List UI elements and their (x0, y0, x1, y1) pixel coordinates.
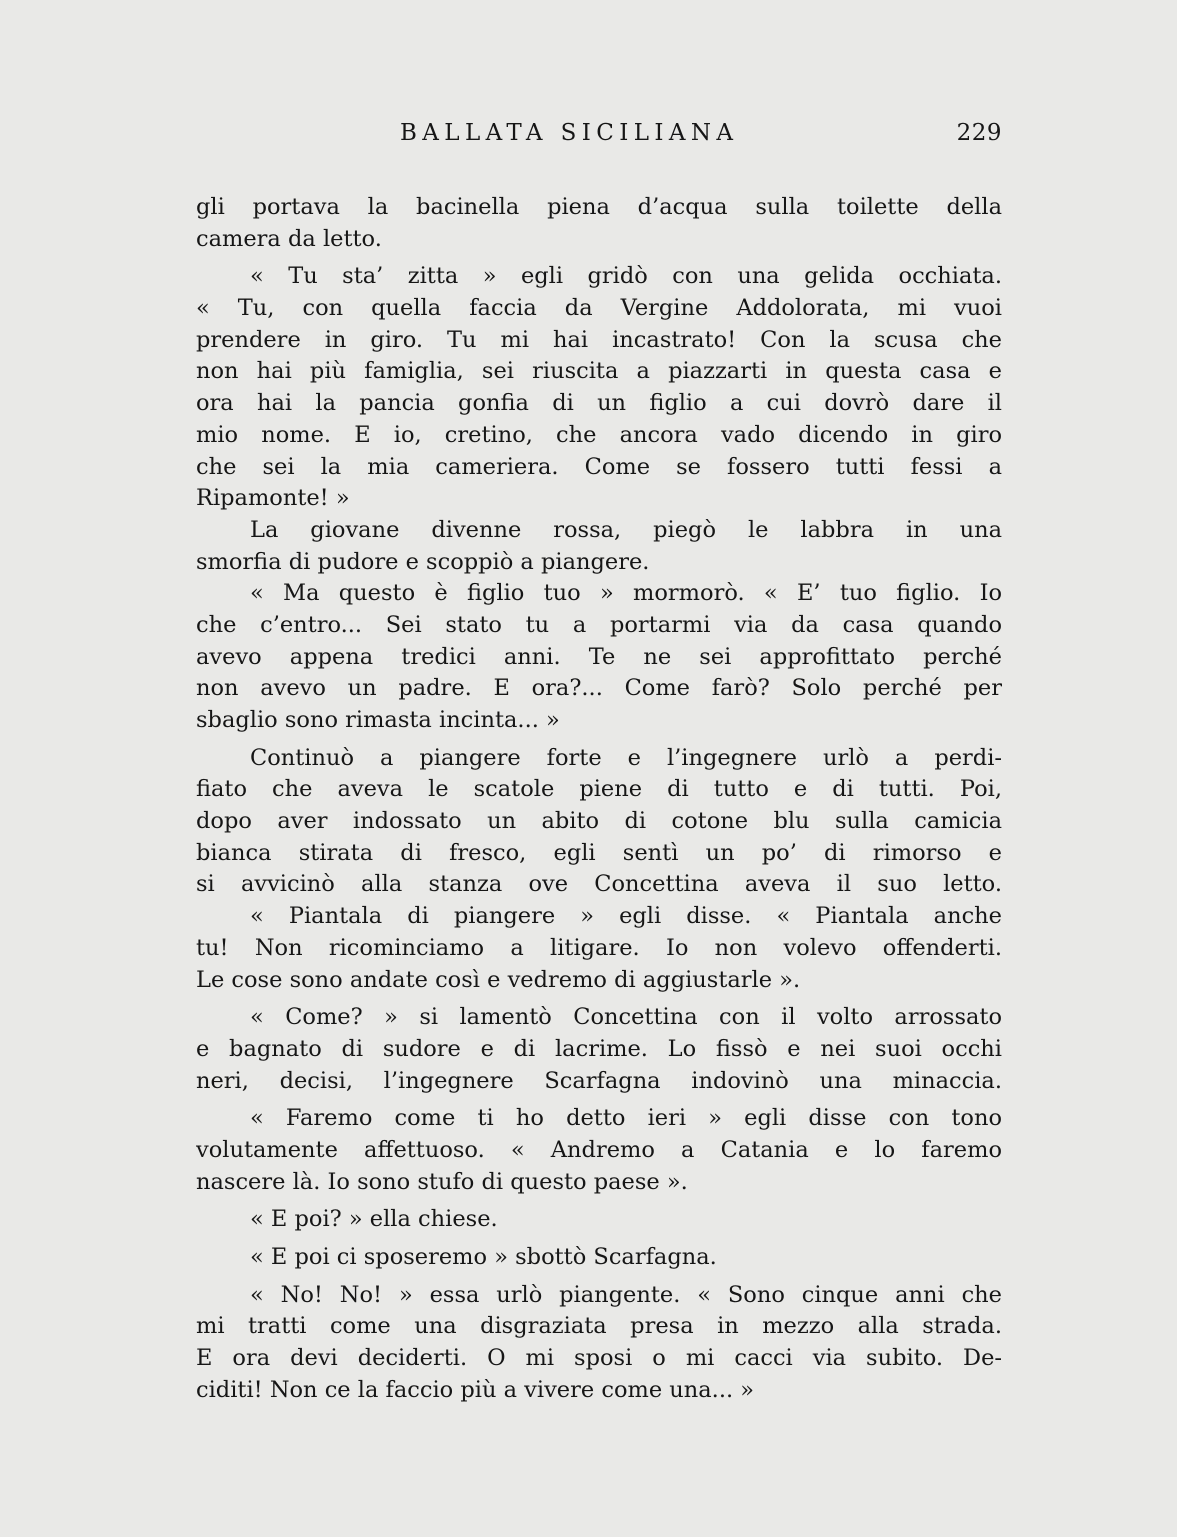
page-number: 229 (956, 120, 1002, 146)
text-line: non avevo un padre. E ora?... Come farò? Solo perché per (196, 675, 1002, 702)
text-line: fiato che aveva le scatole piene di tutto e di tutti. Poi, (196, 776, 1002, 803)
text-line: « Piantala di piangere » egli disse. « Piantala anche (250, 903, 1002, 930)
text-line: neri, decisi, l’ingegnere Scarfagna indovinò una minaccia. (196, 1067, 1002, 1094)
text-line: bianca stirata di fresco, egli sentì un po’ di rimorso e (196, 839, 1002, 866)
text-line: « E poi ci sposeremo » sbottò Scarfagna. (250, 1244, 717, 1270)
text-line: volutamente affettuoso. « Andremo a Catania e lo faremo (196, 1136, 1002, 1163)
running-title: BALLATA SICILIANA (400, 120, 739, 146)
text-line: Ripamonte! » (196, 485, 350, 512)
text-line: avevo appena tredici anni. Te ne sei approfittato perché (196, 643, 1002, 670)
running-head (196, 116, 1002, 150)
text-line: Le cose sono andate così e vedremo di aggiustarle ». (196, 966, 801, 993)
body-text (196, 192, 1002, 1406)
text-line: mi tratti come una disgraziata presa in mezzo alla strada. (196, 1313, 1002, 1340)
text-line: smorfia di pudore e scoppiò a piangere. (196, 548, 650, 575)
text-line: « Come? » si lamentò Concettina con il volto arrossato (250, 1004, 1002, 1031)
text-line: mio nome. E io, cretino, che ancora vado dicendo in giro (196, 421, 1002, 448)
text-line: ora hai la pancia gonfia di un figlio a cui dovrò dare il (196, 390, 1002, 417)
text-line: che c’entro... Sei stato tu a portarmi via da casa quando (196, 611, 1002, 638)
text-line: e bagnato di sudore e di lacrime. Lo fissò e nei suoi occhi (196, 1035, 1002, 1062)
text-line: si avvicinò alla stanza ove Concettina aveva il suo letto. (196, 871, 1002, 898)
text-line: « Ma questo è figlio tuo » mormorò. « E’ tuo figlio. Io (250, 580, 1002, 607)
text-line: « Tu, con quella faccia da Vergine Addolorata, mi vuoi (196, 295, 1002, 322)
text-line: camera da letto. (196, 225, 382, 252)
text-line: dopo aver indossato un abito di cotone blu sulla camicia (196, 808, 1002, 835)
text-line: La giovane divenne rossa, piegò le labbra in una (250, 516, 1002, 543)
text-line: E ora devi deciderti. O mi sposi o mi cacci via subito. De- (196, 1345, 1002, 1372)
text-line: ciditi! Non ce la faccio più a vivere come una... » (196, 1376, 755, 1403)
text-line: che sei la mia cameriera. Come se fossero tutti fessi a (196, 453, 1002, 480)
text-line: « E poi? » ella chiese. (250, 1206, 498, 1233)
text-line: Continuò a piangere forte e l’ingegnere urlò a perdi- (250, 744, 1002, 771)
text-line: tu! Non ricominciamo a litigare. Io non volevo offenderti. (196, 934, 1002, 961)
text-line: prendere in giro. Tu mi hai incastrato! Con la scusa che (196, 326, 1002, 353)
text-line: « No! No! » essa urlò piangente. « Sono cinque anni che (250, 1281, 1002, 1308)
text-line: gli portava la bacinella piena d’acqua sulla toilette della (196, 194, 1002, 220)
text-line: non hai più famiglia, sei riuscita a piazzarti in questa casa e (196, 358, 1002, 385)
text-line: nascere là. Io sono stufo di questo paese ». (196, 1168, 688, 1195)
text-line: « Faremo come ti ho detto ieri » egli disse con tono (250, 1105, 1002, 1132)
text-line: sbaglio sono rimasta incinta... » (196, 707, 560, 733)
text-line: « Tu sta’ zitta » egli gridò con una gelida occhiata. (250, 263, 1002, 290)
